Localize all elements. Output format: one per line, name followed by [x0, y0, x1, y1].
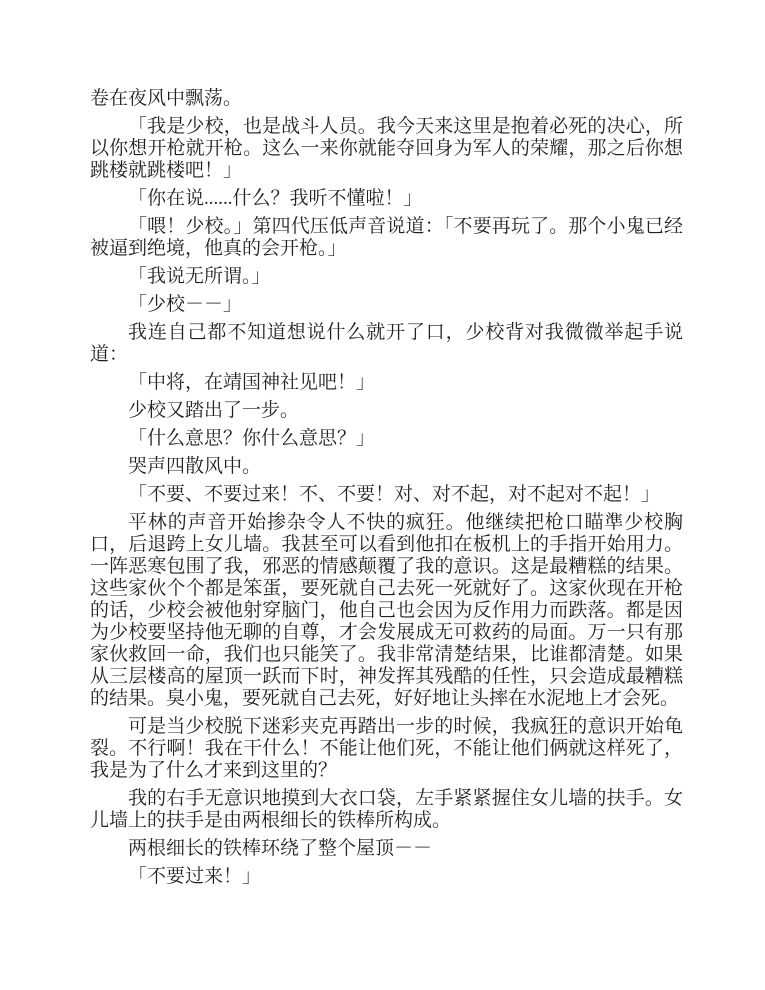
paragraph: 我的右手无意识地摸到大衣口袋，左手紧紧握住女儿墙的扶手。女儿墙上的扶手是由两根细长的铁棒所构成。: [90, 788, 683, 831]
paragraph: 「少校－－」: [128, 294, 243, 315]
paragraph: 「我说无所谓。」: [128, 266, 271, 287]
paragraph: 「你在说......什么？我听不懂啦！」: [128, 188, 423, 209]
paragraph: 平林的声音开始掺杂令人不快的疯狂。他继续把枪口瞄準少校胸口，后退跨上女儿墙。我甚至可以看到他扣在板机上的手指开始用力。一阵恶寒包围了我，邪恶的情感颠覆了我的意识。这是最糟糕的结果。这些家伙个个都是笨蛋，要死就自己去死一死就好了。这家伙现在开枪的话，少校会被他射穿脑门，他自己也会因为反作用力而跌落。都是因为少校要坚持他无聊的自尊，才会发展成无可救药的局面。万一只有那家伙救回一命，我们也只能笑了。我非常清楚结果，比谁都清楚。如果从三层楼高的屋顶一跃而下时，神发挥其残酷的任性，只会造成最糟糕的结果。臭小鬼，要死就自己去死，好好地让头摔在水泥地上才会死。: [90, 512, 683, 709]
paragraph: 「我是少校，也是战斗人员。我今天来这里是抱着必死的决心，所以你想开枪就开枪。这么一来你就能夺回身为军人的荣耀，那之后你想跳楼就跳楼吧！」: [90, 116, 683, 181]
paragraph: 「喂！少校。」第四代压低声音说道：「不要再玩了。那个小鬼已经被逼到绝境，他真的会开枪。」: [90, 216, 683, 259]
paragraph: 可是当少校脱下迷彩夹克再踏出一步的时候，我疯狂的意识开始龟裂。不行啊！我在干什么！不能让他们死，不能让他们俩就这样死了，我是为了什么才来到这里的？: [90, 716, 683, 781]
paragraph: 「不要、不要过来！不、不要！对、对不起，对不起对不起！」: [128, 484, 661, 505]
paragraph: 卷在夜风中飘荡。: [90, 88, 243, 109]
paragraph: 「什么意思？你什么意思？」: [128, 428, 376, 449]
paragraph: 「不要过来！」: [128, 866, 262, 887]
paragraph: 两根细长的铁棒环绕了整个屋顶－－: [128, 838, 433, 859]
paragraph: 「中将，在靖国神社见吧！」: [128, 372, 376, 393]
paragraph: 我连自己都不知道想说什么就开了口，少校背对我微微举起手说道：: [90, 322, 683, 365]
paragraph: 少校又踏出了一步。: [128, 400, 300, 421]
paragraph: 哭声四散风中。: [128, 456, 262, 477]
